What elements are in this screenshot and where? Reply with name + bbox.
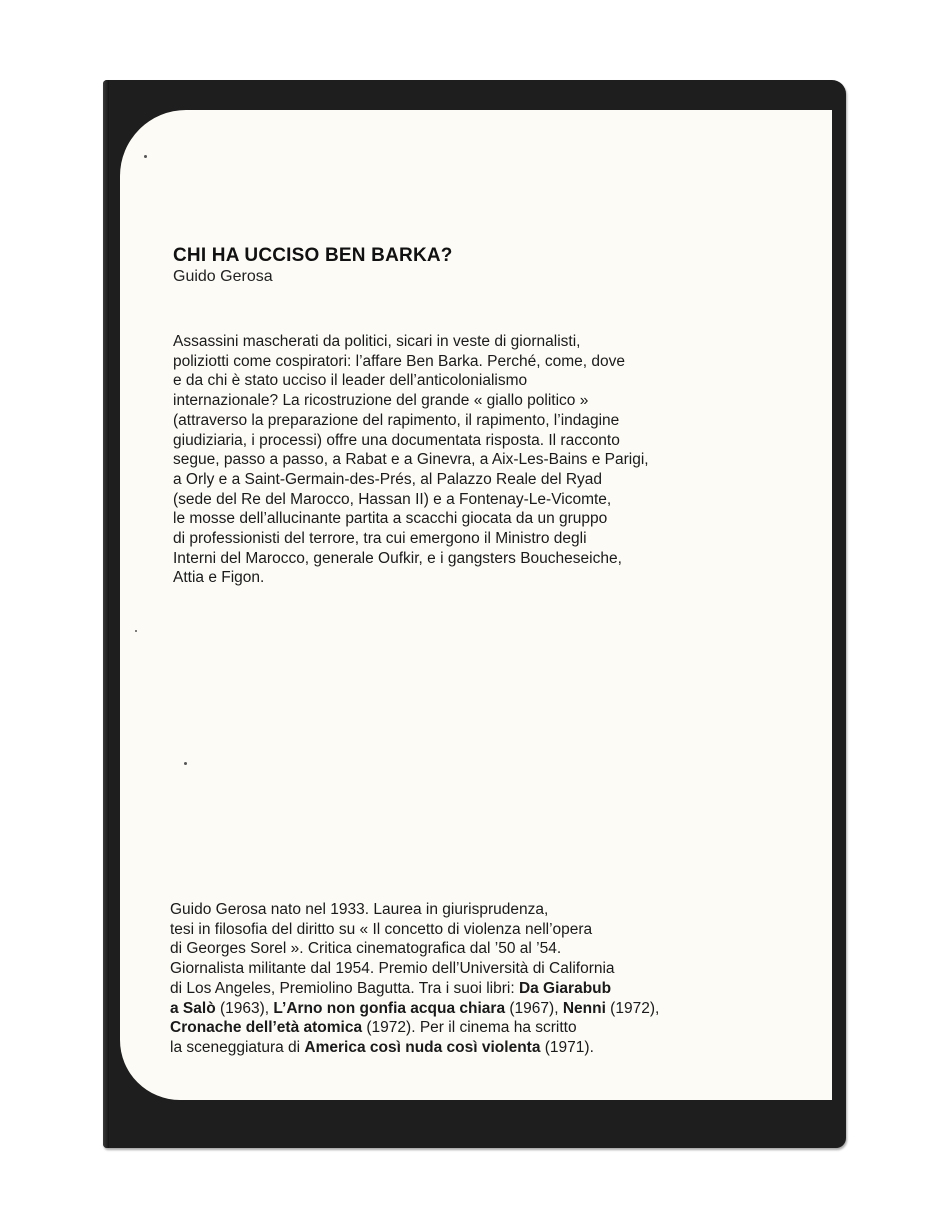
print-speck [135,630,137,632]
bio-text: (1967), [505,999,563,1017]
bio-line: Giornalista militante dal 1954. Premio dell’Università di California [170,960,615,978]
bio-text: di Los Angeles, Premiolino Bagutta. Tra i suoi libri: [170,979,519,997]
synopsis-line: Interni del Marocco, generale Oufkir, e i gangsters Boucheseiche, [173,549,622,567]
book-ref: America così nuda così violenta [304,1038,541,1056]
print-speck [144,155,147,158]
bio-text: (1963), [215,999,274,1017]
bio-text: (1972). Per il cinema ha scritto [362,1019,577,1037]
bio-text: (1972), [605,999,660,1017]
synopsis-line: (attraverso la preparazione del rapimento, il rapimento, l’indagine [173,411,620,429]
synopsis-line: a Orly e a Saint-Germain-des-Prés, al Palazzo Reale del Ryad [173,470,603,488]
synopsis-line: segue, passo a passo, a Rabat e a Ginevra, a Aix-Les-Bains e Parigi, [173,451,649,469]
synopsis-line: (sede del Re del Marocco, Hassan II) e a Fontenay-Le-Vicomte, [173,490,612,508]
book-ref: Cronache dell’età atomica [170,1019,363,1037]
synopsis-line: internazionale? La ricostruzione del grande « giallo politico » [173,392,589,410]
print-speck [184,762,187,765]
bio-text: la sceneggiatura di [170,1038,305,1056]
book-ref: Nenni [562,999,606,1017]
synopsis-line: poliziotti come cospiratori: l’affare Ben Barka. Perché, come, dove [173,352,626,370]
synopsis-line: e da chi è stato ucciso il leader dell’anticolonialismo [173,372,528,390]
synopsis-line: di professionisti del terrore, tra cui emergono il Ministro degli [173,530,587,548]
book-ref: Da Giarabub [518,979,612,997]
book-ref: a Salò [170,999,216,1017]
bio-line [170,1038,770,1058]
synopsis-line: Assassini mascherati da politici, sicari in veste di giornalisti, [173,333,581,350]
synopsis-line: giudiziaria, i processi) offre una documentata risposta. Il racconto [173,431,620,449]
synopsis-text [173,332,763,588]
cover-spine-edge [103,80,109,1148]
bio-line: Guido Gerosa nato nel 1933. Laurea in giurisprudenza, [170,901,549,918]
book-author: Guido Gerosa [173,268,273,285]
book-ref: L’Arno non gonfia acqua chiara [273,999,506,1017]
bio-line [170,999,770,1019]
bio-line: di Georges Sorel ». Critica cinematografica dal ’50 al ’54. [170,940,562,958]
book-title: CHI HA UCCISO BEN BARKA? [173,245,453,266]
author-bio [170,900,770,1058]
bio-line [170,979,770,999]
bio-line [170,1018,770,1038]
synopsis-line: Attia e Figon. [173,569,265,587]
synopsis-line: le mosse dell’allucinante partita a scacchi giocata da un gruppo [173,510,608,528]
bio-line: tesi in filosofia del diritto su « Il concetto di violenza nell’opera [170,920,593,938]
bio-text: (1971). [540,1038,594,1056]
